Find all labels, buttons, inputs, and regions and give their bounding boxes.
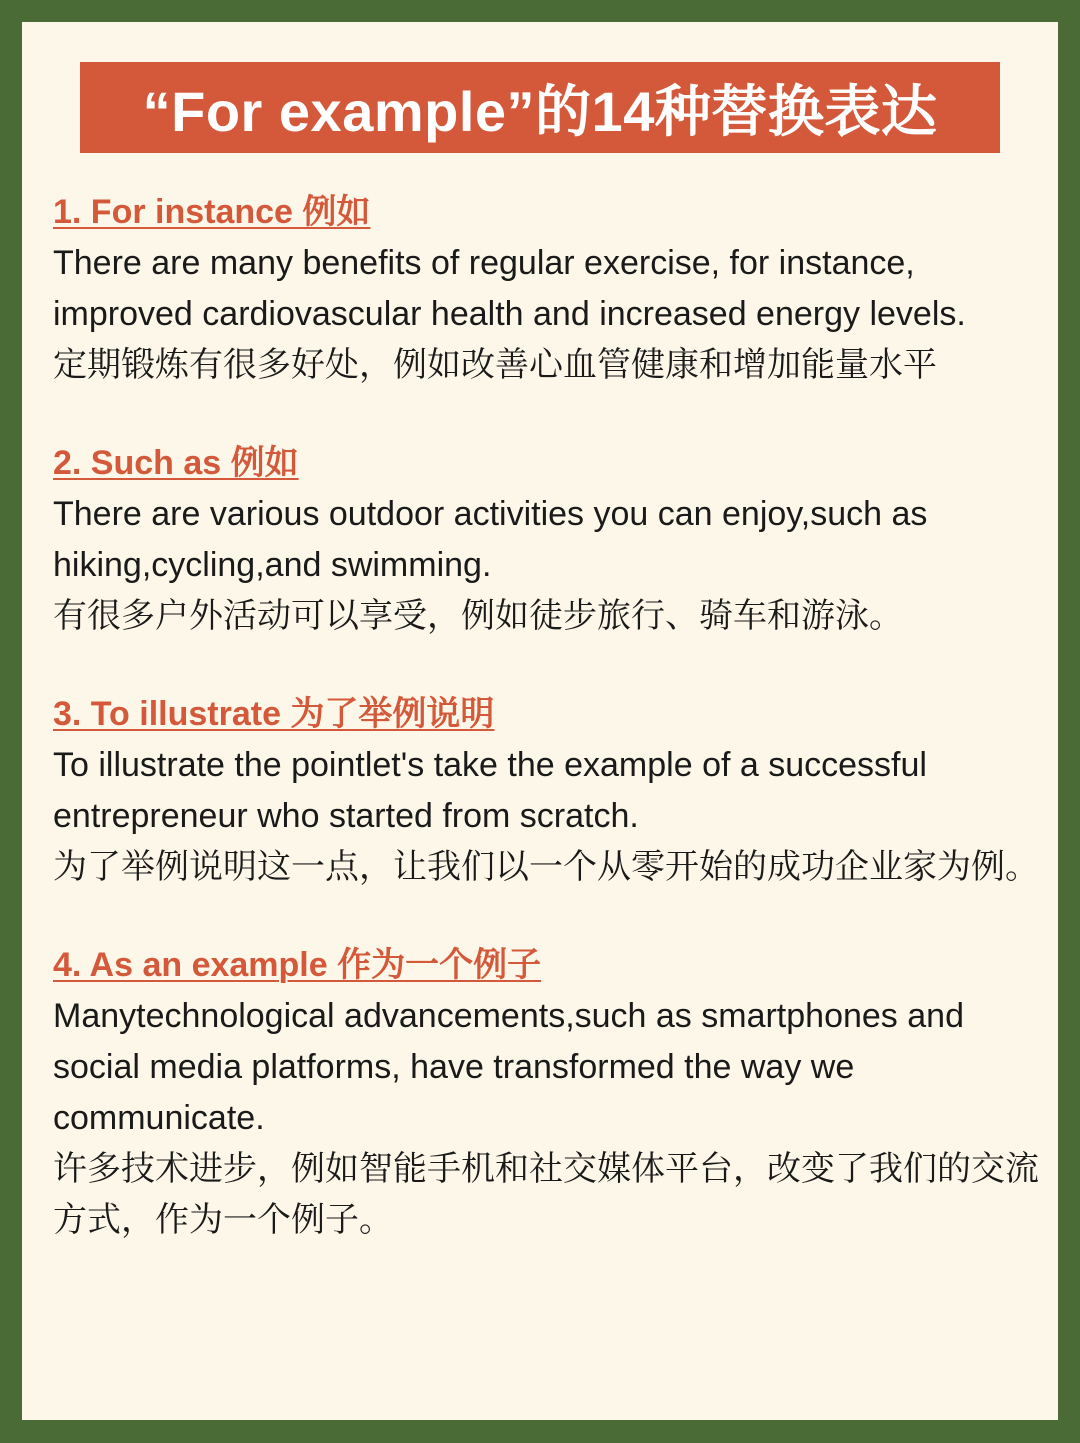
item-english-sentence: There are various outdoor activities you can enjoy,such as hiking,cycling,and swimming. xyxy=(53,495,928,584)
item-english-sentence: To illustrate the pointlet's take the example of a successful entrepreneur who started from scratch. xyxy=(53,746,927,835)
item-chinese-sentence: 许多技术进步，例如智能手机和社交媒体平台，改变了我们的交流方式，作为一个例子。 xyxy=(53,1150,1039,1239)
title-banner xyxy=(80,62,1000,153)
item-chinese-sentence: 定期锻炼有很多好处，例如改善心血管健康和增加能量水平 xyxy=(53,346,937,384)
item-list xyxy=(53,192,1053,1298)
list-item xyxy=(53,192,1053,391)
item-chinese-sentence: 有很多户外活动可以享受，例如徒步旅行、骑车和游泳。 xyxy=(53,597,903,635)
content-card xyxy=(22,22,1058,1420)
item-heading: 3. To illustrate 为了举例说明 xyxy=(53,695,495,733)
item-chinese-sentence: 为了举例说明这一点，让我们以一个从零开始的成功企业家为例。 xyxy=(53,848,1039,886)
item-heading: 2. Such as 例如 xyxy=(53,444,299,482)
item-heading: 1. For instance 例如 xyxy=(53,193,371,231)
list-item xyxy=(53,443,1053,642)
page-title: “For example”的14种替换表达 xyxy=(142,79,938,143)
item-heading: 4. As an example 作为一个例子 xyxy=(53,946,542,984)
item-english-sentence: There are many benefits of regular exercise, for instance, improved cardiovascular health and increased energy levels. xyxy=(53,244,966,333)
list-item xyxy=(53,945,1053,1246)
list-item xyxy=(53,694,1053,893)
item-english-sentence: Manytechnological advancements,such as smartphones and social media platforms, have transformed the way we communicate. xyxy=(53,997,964,1137)
